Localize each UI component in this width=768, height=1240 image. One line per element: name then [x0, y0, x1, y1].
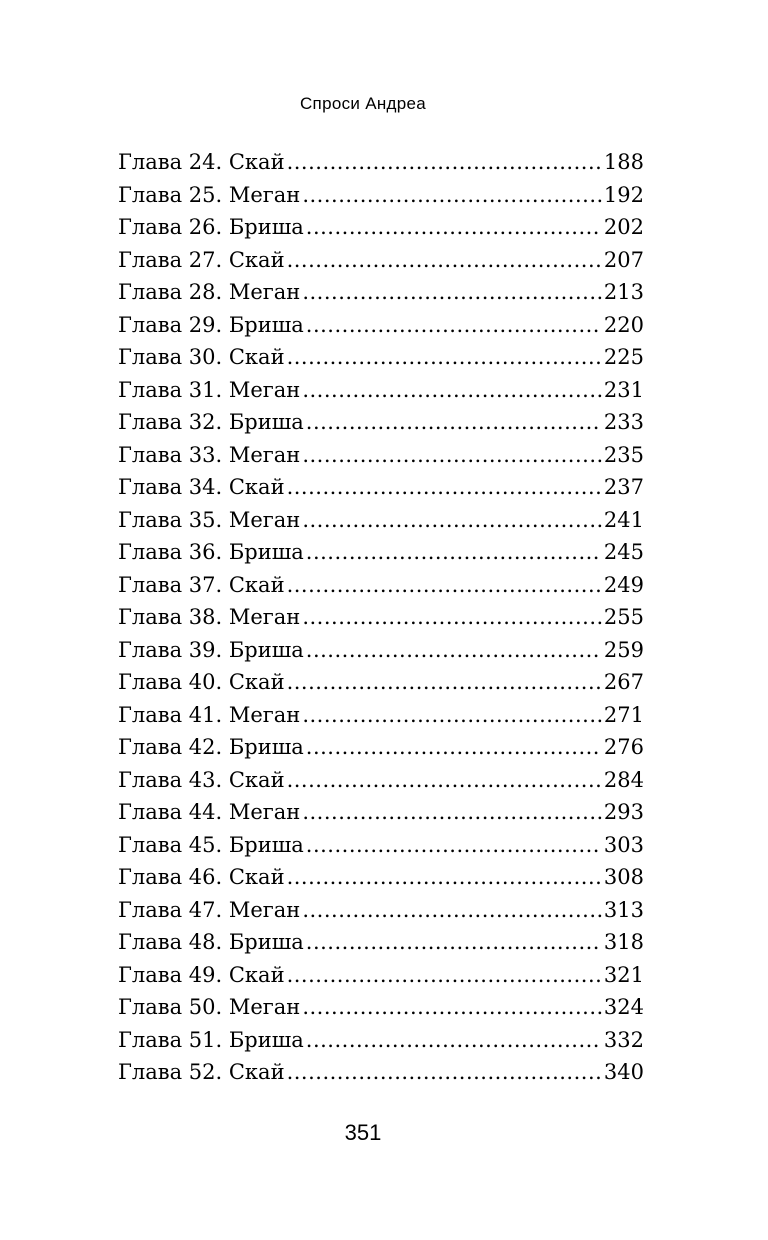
toc-entry-title: Глава 46. Скай	[118, 865, 285, 889]
toc-entry-title: Глава 43. Скай	[118, 767, 285, 792]
toc-entry-title: Глава 32. Бриша	[118, 410, 304, 434]
toc-entry	[118, 829, 644, 862]
toc-entry-page: 220	[603, 312, 644, 337]
toc-entry	[118, 276, 644, 309]
toc-entry-page: 192	[603, 182, 644, 207]
toc-entry-page: 188	[603, 150, 644, 174]
toc-entry	[118, 894, 644, 927]
dot-leader	[302, 991, 602, 1024]
toc-entry-title: Глава 28. Меган	[118, 280, 301, 304]
dot-leader	[306, 731, 602, 764]
dot-leader	[287, 341, 602, 374]
toc-entry-page: 332	[603, 1027, 644, 1052]
toc-entry	[118, 959, 644, 992]
dot-leader	[287, 959, 602, 992]
toc-entry	[118, 244, 644, 277]
toc-entry	[118, 536, 644, 569]
toc-entry	[118, 504, 644, 537]
toc-entry	[118, 991, 644, 1024]
dot-leader	[287, 666, 602, 699]
toc-entry	[118, 179, 644, 212]
toc-entry-page: 313	[603, 897, 644, 922]
toc-entry	[118, 569, 644, 602]
toc-entry	[118, 634, 644, 667]
toc-entry	[118, 699, 644, 732]
dot-leader	[287, 764, 602, 797]
toc-entry-title: Глава 40. Скай	[118, 670, 285, 694]
toc-entry-page: 284	[603, 767, 644, 792]
toc-entry-page: 249	[603, 572, 644, 597]
toc-entry-page: 202	[603, 215, 644, 239]
table-of-contents	[118, 146, 644, 1089]
toc-entry	[118, 764, 644, 797]
toc-entry	[118, 731, 644, 764]
dot-leader	[302, 796, 602, 829]
toc-entry-title: Глава 48. Бриша	[118, 930, 304, 954]
toc-entry-title: Глава 38. Меган	[118, 605, 301, 629]
toc-entry-page: 276	[603, 735, 644, 759]
toc-entry-title: Глава 49. Скай	[118, 962, 285, 987]
toc-entry-page: 340	[603, 1060, 644, 1084]
dot-leader	[302, 179, 602, 212]
toc-entry-title: Глава 29. Бриша	[118, 312, 304, 337]
toc-entry-title: Глава 41. Меган	[118, 702, 301, 727]
toc-entry-page: 303	[603, 832, 644, 857]
toc-entry-title: Глава 25. Меган	[118, 182, 301, 207]
toc-entry-title: Глава 51. Бриша	[118, 1027, 304, 1052]
running-title: Спроси Андреа	[299, 94, 427, 113]
toc-entry-title: Глава 35. Меган	[118, 507, 301, 532]
toc-entry-title: Глава 26. Бриша	[118, 215, 304, 239]
dot-leader	[302, 439, 602, 472]
toc-entry-page: 324	[603, 995, 644, 1019]
toc-entry-title: Глава 50. Меган	[118, 995, 301, 1019]
toc-entry-page: 255	[603, 605, 644, 629]
toc-entry-page: 213	[603, 280, 644, 304]
dot-leader	[306, 1024, 602, 1057]
toc-entry-page: 318	[603, 930, 644, 954]
toc-entry-page: 241	[603, 507, 644, 532]
dot-leader	[287, 146, 602, 179]
toc-entry	[118, 374, 644, 407]
toc-entry-page: 231	[603, 377, 644, 402]
toc-entry-page: 293	[603, 800, 644, 824]
toc-entry-title: Глава 39. Бриша	[118, 637, 304, 662]
dot-leader	[306, 536, 602, 569]
dot-leader	[306, 926, 602, 959]
dot-leader	[302, 699, 602, 732]
toc-entry-page: 308	[603, 865, 644, 889]
toc-entry-page: 235	[603, 442, 644, 467]
toc-entry-page: 207	[603, 247, 644, 272]
toc-entry-title: Глава 47. Меган	[118, 897, 301, 922]
dot-leader	[306, 309, 602, 342]
toc-entry	[118, 796, 644, 829]
toc-entry-title: Глава 27. Скай	[118, 247, 285, 272]
toc-entry-title: Глава 36. Бриша	[118, 540, 304, 564]
toc-entry	[118, 146, 644, 179]
page-number: 351	[344, 1120, 382, 1145]
toc-entry	[118, 1024, 644, 1057]
toc-entry-title: Глава 34. Скай	[118, 475, 285, 499]
dot-leader	[302, 504, 602, 537]
toc-entry-page: 271	[603, 702, 644, 727]
dot-leader	[306, 406, 602, 439]
toc-entry-title: Глава 45. Бриша	[118, 832, 304, 857]
toc-entry	[118, 309, 644, 342]
dot-leader	[287, 1056, 602, 1089]
dot-leader	[306, 634, 602, 667]
toc-entry	[118, 406, 644, 439]
toc-entry	[118, 439, 644, 472]
toc-entry-title: Глава 52. Скай	[118, 1060, 285, 1084]
toc-entry-title: Глава 44. Меган	[118, 800, 301, 824]
toc-entry	[118, 666, 644, 699]
toc-entry-page: 321	[603, 962, 644, 987]
dot-leader	[302, 374, 602, 407]
dot-leader	[306, 211, 602, 244]
dot-leader	[287, 471, 602, 504]
toc-entry-page: 225	[603, 345, 644, 369]
toc-entry-page: 237	[603, 475, 644, 499]
toc-entry-page: 267	[603, 670, 644, 694]
toc-entry	[118, 861, 644, 894]
toc-entry	[118, 601, 644, 634]
dot-leader	[287, 244, 602, 277]
toc-entry-page: 233	[603, 410, 644, 434]
toc-entry	[118, 471, 644, 504]
toc-entry-title: Глава 24. Скай	[118, 150, 285, 174]
toc-entry-page: 245	[603, 540, 644, 564]
toc-entry-title: Глава 31. Меган	[118, 377, 301, 402]
dot-leader	[287, 569, 602, 602]
toc-entry-title: Глава 37. Скай	[118, 572, 285, 597]
dot-leader	[302, 894, 602, 927]
toc-entry-title: Глава 33. Меган	[118, 442, 301, 467]
toc-entry-page: 259	[603, 637, 644, 662]
toc-entry	[118, 1056, 644, 1089]
dot-leader	[302, 276, 602, 309]
dot-leader	[287, 861, 602, 894]
toc-entry-title: Глава 30. Скай	[118, 345, 285, 369]
toc-entry	[118, 341, 644, 374]
toc-entry-title: Глава 42. Бриша	[118, 735, 304, 759]
toc-entry	[118, 926, 644, 959]
dot-leader	[306, 829, 602, 862]
toc-entry	[118, 211, 644, 244]
dot-leader	[302, 601, 602, 634]
